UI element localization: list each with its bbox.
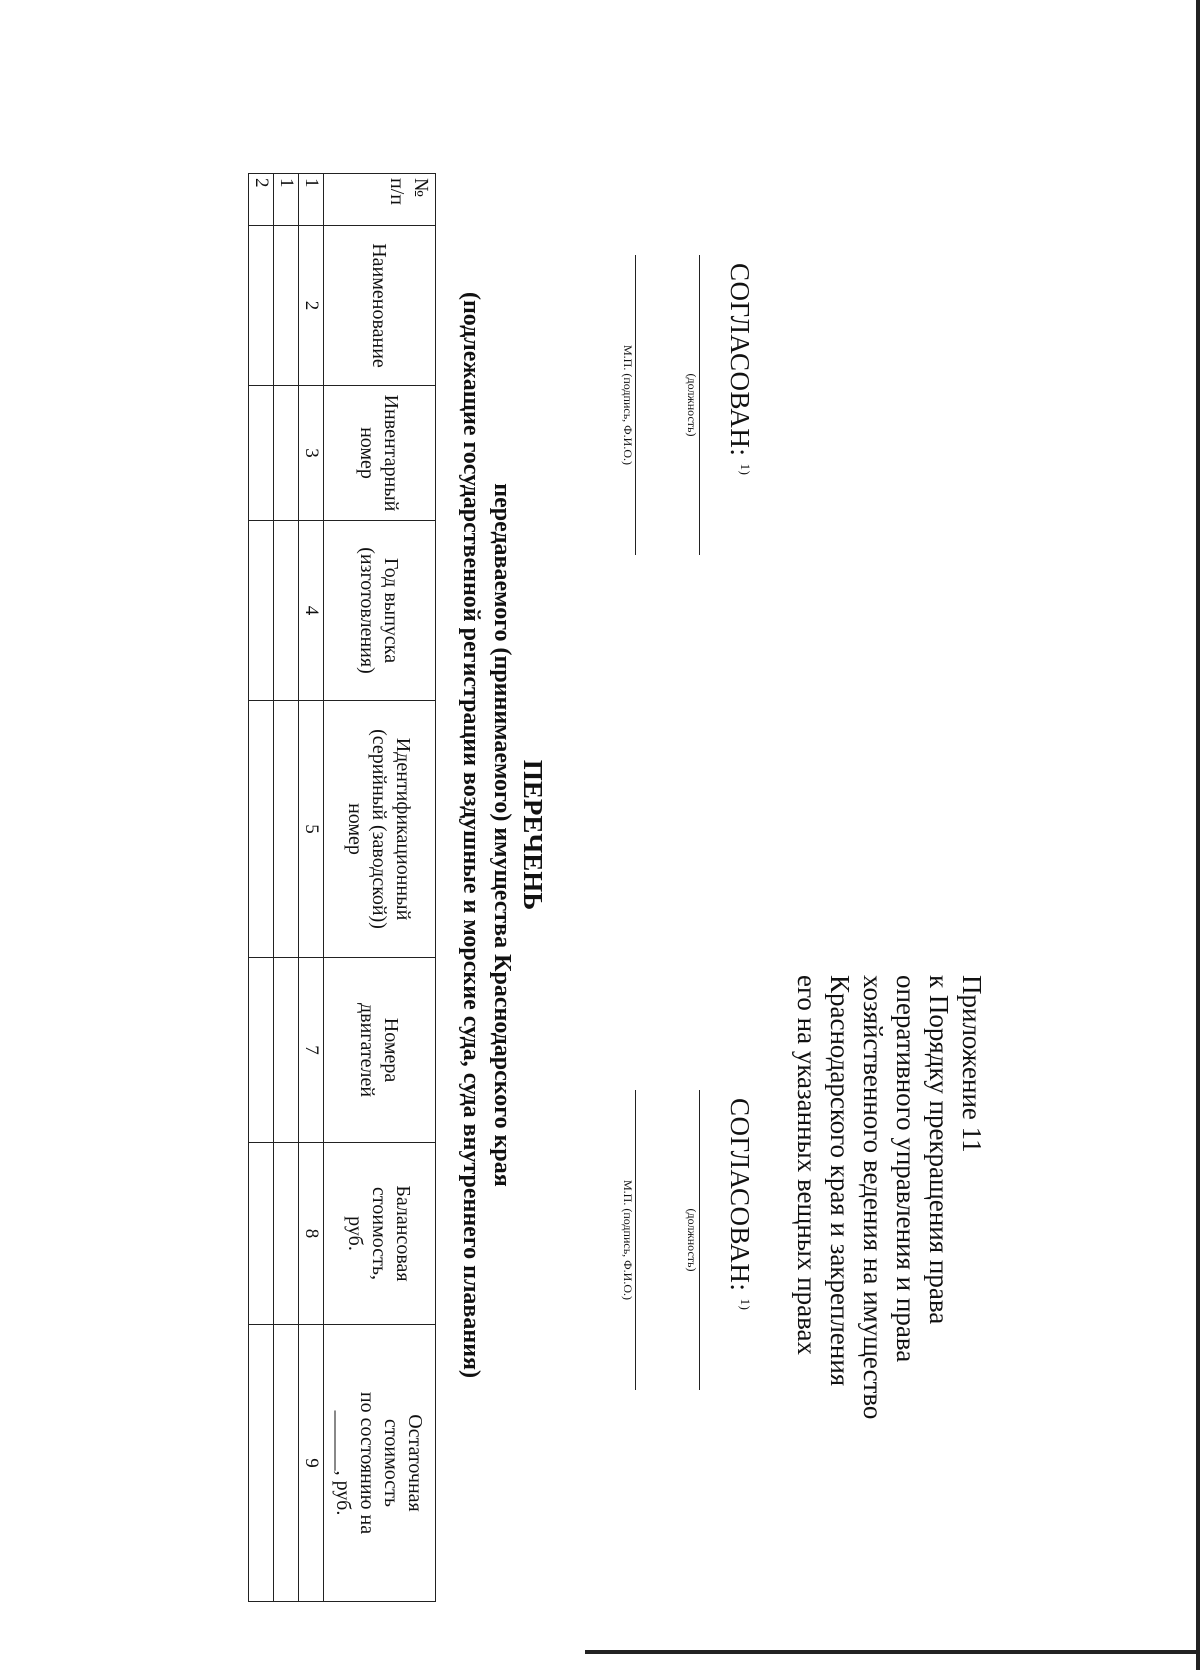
table-cell: 2: [299, 226, 324, 386]
appendix-line: Приложение 11: [957, 975, 987, 1153]
table-cell: [274, 1325, 299, 1602]
header-engine-numbers: Номера двигателей: [324, 958, 436, 1143]
table-cell: [274, 226, 299, 386]
footnote-mark: 1): [738, 463, 753, 476]
position-line: [699, 255, 700, 555]
appendix-line: хозяйственного ведения на имущество: [858, 975, 888, 1420]
table-cell: [274, 521, 299, 701]
table-cell: [249, 1143, 274, 1325]
appendix-line: оперативного управления и права: [891, 975, 921, 1363]
rotated-document: [40, 45, 1160, 1625]
table-cell: [249, 1325, 274, 1602]
table-cell: [274, 701, 299, 958]
table-cell: [274, 958, 299, 1143]
header-name: Наименование: [324, 226, 436, 386]
header-number: № п/п: [324, 174, 436, 226]
approval-heading-text: СОГЛАСОВАН:: [725, 1098, 755, 1292]
table-cell: 5: [299, 701, 324, 958]
appendix-line: Краснодарского края и закрепления: [825, 975, 855, 1387]
approval-block-left: [620, 255, 755, 555]
table-cell: [274, 1143, 299, 1325]
document-subtitle-scope: (подлежащие государственной регистрации воздушные и морские суда, суда внутреннего плавания): [458, 291, 484, 1379]
page-border-bottom: [585, 1650, 1200, 1654]
approval-block-right: [620, 1090, 755, 1390]
approval-heading: [724, 263, 755, 555]
table-row: [274, 174, 299, 1602]
table-cell: [249, 386, 274, 521]
appendix-line: к Порядку прекращения права: [924, 975, 954, 1325]
approval-heading: [724, 1098, 755, 1390]
document-title: ПЕРЕЧЕНЬ: [518, 759, 548, 911]
table-row: [249, 174, 274, 1602]
signature-caption: М.П. (подпись, Ф.И.О.): [621, 1180, 635, 1300]
footnote-mark: 1): [738, 1298, 753, 1311]
table-cell: 8: [299, 1143, 324, 1325]
table-cell: [249, 701, 274, 958]
table-cell: 1: [274, 174, 299, 226]
table-cell: 9: [299, 1325, 324, 1602]
table-header-row: [324, 174, 436, 1602]
appendix-line: его на указанных вещных правах: [792, 975, 822, 1355]
page-border-right: [1196, 0, 1200, 1670]
position-caption: (должность): [685, 1208, 699, 1272]
property-list-table: [248, 173, 436, 1602]
table-cell: [249, 958, 274, 1143]
signature-caption: М.П. (подпись, Ф.И.О.): [621, 345, 635, 465]
table-cell: [274, 386, 299, 521]
table-cell: [249, 226, 274, 386]
document-subtitle: передаваемого (принимаемого) имущества Краснодарского края: [489, 483, 515, 1187]
header-residual-value: Остаточная стоимость по состоянию на ______, руб.: [324, 1325, 436, 1602]
table-cell: 1: [299, 174, 324, 226]
table-cell: [249, 521, 274, 701]
table-cell: 3: [299, 386, 324, 521]
position-caption: (должность): [685, 373, 699, 437]
position-line: [699, 1090, 700, 1390]
header-year: Год выпуска (изготовления): [324, 521, 436, 701]
header-serial-number: Идентификационный (серийный (заводской)) номер: [324, 701, 436, 958]
appendix-block: [790, 975, 988, 1575]
table-cell: 4: [299, 521, 324, 701]
table-cell: 7: [299, 958, 324, 1143]
signature-line: [635, 1090, 636, 1390]
column-number-row: [299, 174, 324, 1602]
table-cell: 2: [249, 174, 274, 226]
header-book-value: Балансовая стоимость, руб.: [324, 1143, 436, 1325]
signature-line: [635, 255, 636, 555]
header-inventory-number: Инвентарный номер: [324, 386, 436, 521]
approval-heading-text: СОГЛАСОВАН:: [725, 263, 755, 457]
